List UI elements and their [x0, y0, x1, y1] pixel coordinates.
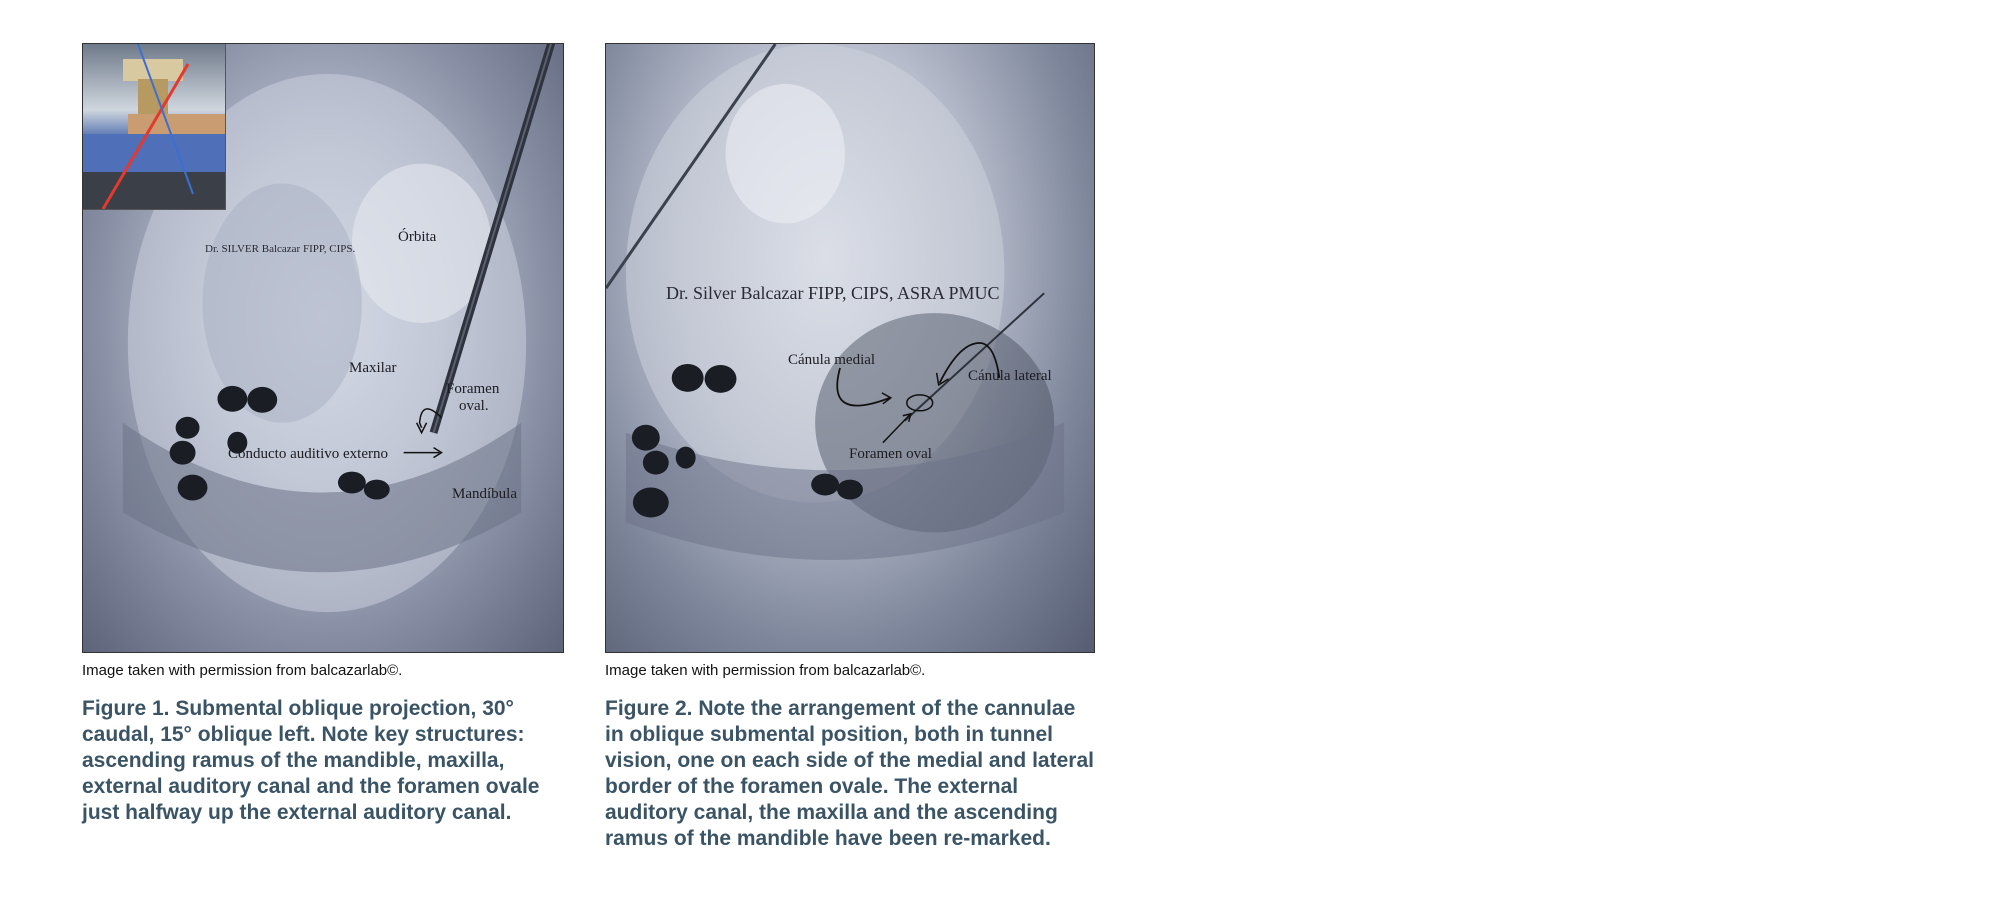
label-foramen-line2: oval.	[459, 398, 489, 414]
figure-2-xray-graphic	[606, 44, 1094, 652]
figure-2-xray-image	[605, 43, 1095, 653]
figure-1-caption: Figure 1. Submental oblique projection, 30° caudal, 15° oblique left. Note key structures: ascending ramus of the mandible, maxilla, external auditory canal and the foramen ovale just halfway up the external auditory canal.	[82, 697, 540, 824]
figure-2	[605, 43, 1095, 852]
figure-2-caption: Figure 2. Note the arrangement of the cannulae in oblique submental position, both in tunnel vision, one on each side of the medial and lateral border of the foramen ovale. The external auditory canal, the maxilla and the ascending ramus of the mandible have been re-marked.	[605, 697, 1094, 850]
label-maxilar: Maxilar	[349, 360, 397, 376]
figure-1-xray-image	[82, 43, 564, 653]
figure-1-watermark: Dr. SILVER Balcazar FIPP, CIPS.	[205, 243, 356, 255]
figure-1-credit: Image taken with permission from balcazarlab©.	[82, 662, 403, 679]
label-foramen-line1: Foramen	[446, 381, 500, 397]
label-canula-lateral: Cánula lateral	[968, 368, 1052, 384]
figure-2-watermark: Dr. Silver Balcazar FIPP, CIPS, ASRA PMUC	[666, 283, 1000, 303]
label-foramen-oval: Foramen oval	[849, 446, 932, 462]
label-canula-medial: Cánula medial	[788, 352, 876, 368]
positioning-photo-inset	[83, 44, 226, 210]
label-mandibula: Mandíbula	[452, 486, 517, 502]
label-conducto-auditivo: Conducto auditivo externo	[228, 446, 388, 462]
figure-1	[82, 43, 564, 826]
label-orbita: Órbita	[398, 229, 437, 245]
figure-2-credit: Image taken with permission from balcazarlab©.	[605, 662, 926, 679]
